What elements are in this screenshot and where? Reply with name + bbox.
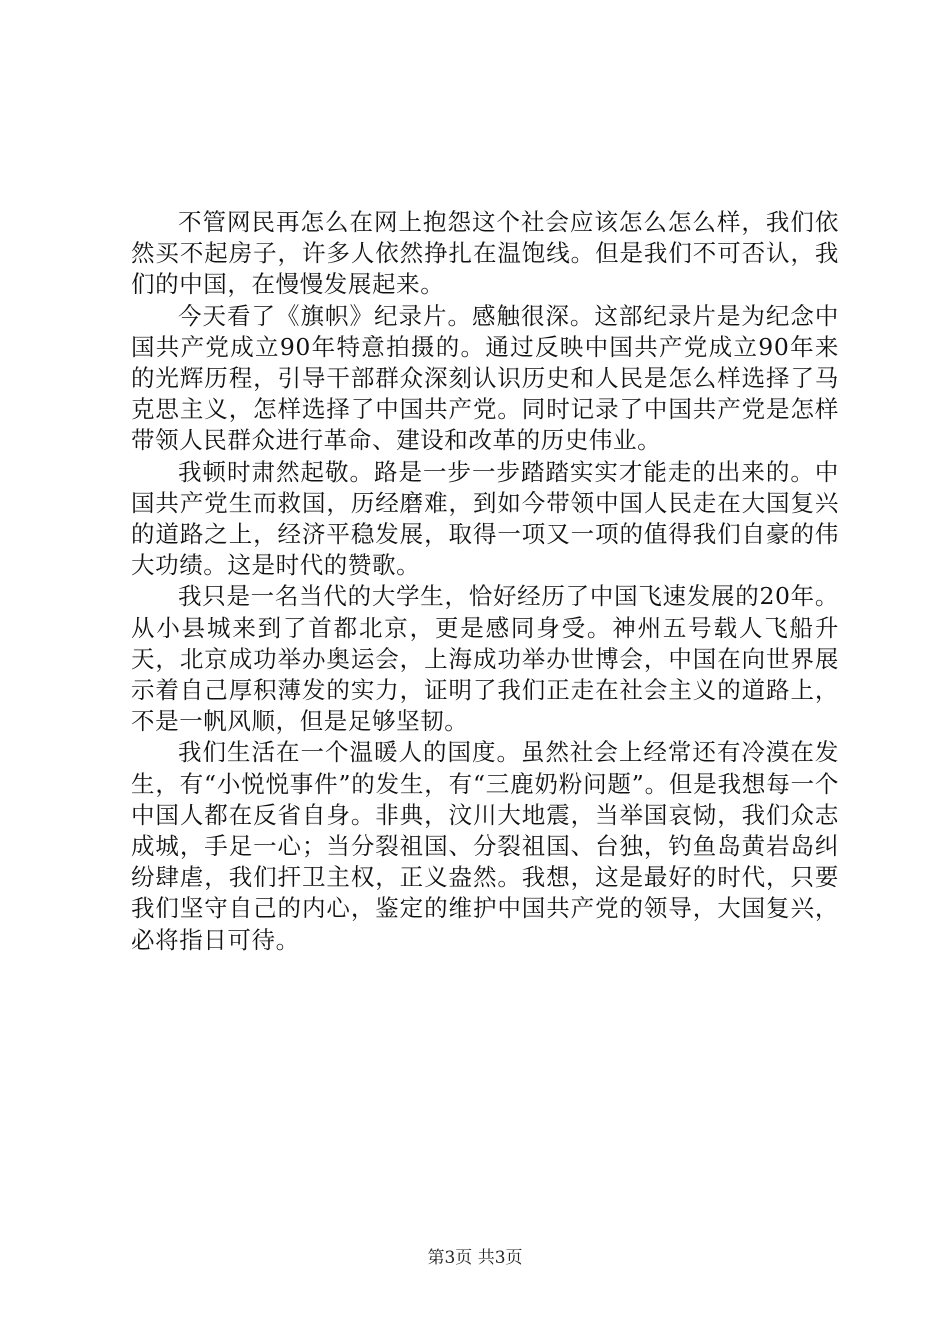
paragraph: 我顿时肃然起敬。路是一步一步踏踏实实才能走的出来的。中国共产党生而救国，历经磨难，到如今带领中国人民走在大国复兴的道路之上，经济平稳发展，取得一项又一项的值得我们自豪的伟大功绩。这是时代的赞歌。 bbox=[131, 457, 839, 580]
page-footer: 第3页 共3页 bbox=[427, 1248, 523, 1268]
paragraph: 我只是一名当代的大学生，恰好经历了中国飞速发展的20年。从小县城来到了首都北京，更是感同身受。神州五号载人飞船升天，北京成功举办奥运会，上海成功举办世博会，中国在向世界展示着自己厚积薄发的实力，证明了我们正走在社会主义的道路上，不是一帆风顺，但是足够坚韧。 bbox=[131, 582, 839, 736]
paragraph: 我们生活在一个温暖人的国度。虽然社会上经常还有冷漠在发生，有“小悦悦事件”的发生，有“三鹿奶粉问题”。但是我想每一个中国人都在反省自身。非典，汶川大地震，当举国哀恸，我们众志成城，手足一心；当分裂祖国、分裂祖国、台独，钓鱼岛黄岩岛纠纷肆虐，我们扞卫主权，正义盎然。我想，这是最好的时代，只要我们坚守自己的内心，鉴定的维护中国共产党的领导，大国复兴，必将指日可待。 bbox=[131, 738, 839, 954]
document-body bbox=[131, 207, 839, 956]
paragraph: 今天看了《旗帜》纪录片。感触很深。这部纪录片是为纪念中国共产党成立90年特意拍摄的。通过反映中国共产党成立90年来的光辉历程，引导干部群众深刻认识历史和人民是怎么样选择了马克思主义，怎样选择了中国共产党。同时记录了中国共产党是怎样带领人民群众进行革命、建设和改革的历史伟业。 bbox=[131, 301, 839, 455]
paragraph: 不管网民再怎么在网上抱怨这个社会应该怎么怎么样，我们依然买不起房子，许多人依然挣扎在温饱线。但是我们不可否认，我们的中国，在慢慢发展起来。 bbox=[131, 208, 839, 299]
